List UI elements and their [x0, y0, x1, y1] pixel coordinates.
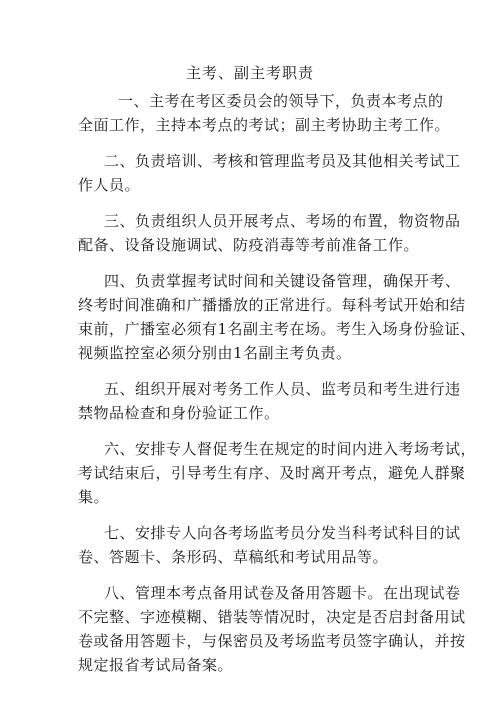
paragraph-7-line-2: 卷、答题卡、条形码、草稿纸和考试用品等。 — [78, 548, 389, 566]
paragraph-4-line-3: 束前，广播室必须有1名副主考在场。考生入场身份验证、 — [78, 320, 476, 338]
paragraph-8-line-4: 规定报省考试局备案。 — [78, 656, 234, 674]
paragraph-1-line-1: 一、主考在考区委员会的领导下，负责本考点的 — [118, 92, 444, 110]
paragraph-2-line-1: 二、负责培训、考核和管理监考员及其他相关考试工 — [104, 152, 461, 170]
paragraph-7-line-1: 七、安排专人向各考场监考员分发当科考试科目的试 — [104, 524, 461, 542]
paragraph-8-line-2: 不完整、字迹模糊、错装等情况时，决定是否启封备用试 — [78, 608, 466, 626]
paragraph-5-line-1: 五、组织开展对考务工作人员、监考员和考生进行违 — [104, 380, 461, 398]
paragraph-4-line-2: 终考时间准确和广播播放的正常进行。每科考试开始和结 — [78, 296, 466, 314]
paragraph-3-line-2: 配备、设备设施调试、防疫消毒等考前准备工作。 — [78, 236, 420, 254]
paragraph-5-line-2: 禁物品检查和身份验证工作。 — [78, 404, 280, 422]
paragraph-4-line-1: 四、负责掌握考试时间和关键设备管理，确保开考、 — [104, 272, 461, 290]
paragraph-6-line-2: 考试结束后，引导考生有序、及时离开考点，避免人群聚 — [78, 464, 466, 482]
paragraph-6-line-3: 集。 — [78, 488, 110, 506]
paragraph-1-line-2: 全面工作，主持本考点的考试；副主考协助主考工作。 — [78, 116, 451, 134]
paragraph-3-line-1: 三、负责组织人员开展考点、考场的布置，物资物品 — [104, 212, 461, 230]
paragraph-6-line-1: 六、安排专人督促考生在规定的时间内进入考场考试， — [104, 440, 477, 458]
paragraph-8-line-3: 卷或备用答题卡，与保密员及考场监考员签字确认，并按 — [78, 632, 466, 650]
paragraph-4-line-4: 视频监控室必须分别由1名副主考负责。 — [78, 344, 352, 362]
paragraph-2-line-2: 作人员。 — [78, 176, 141, 194]
document-title: 主考、副主考职责 — [185, 64, 314, 82]
paragraph-8-line-1: 八、管理本考点备用试卷及备用答题卡。在出现试卷 — [104, 584, 461, 602]
